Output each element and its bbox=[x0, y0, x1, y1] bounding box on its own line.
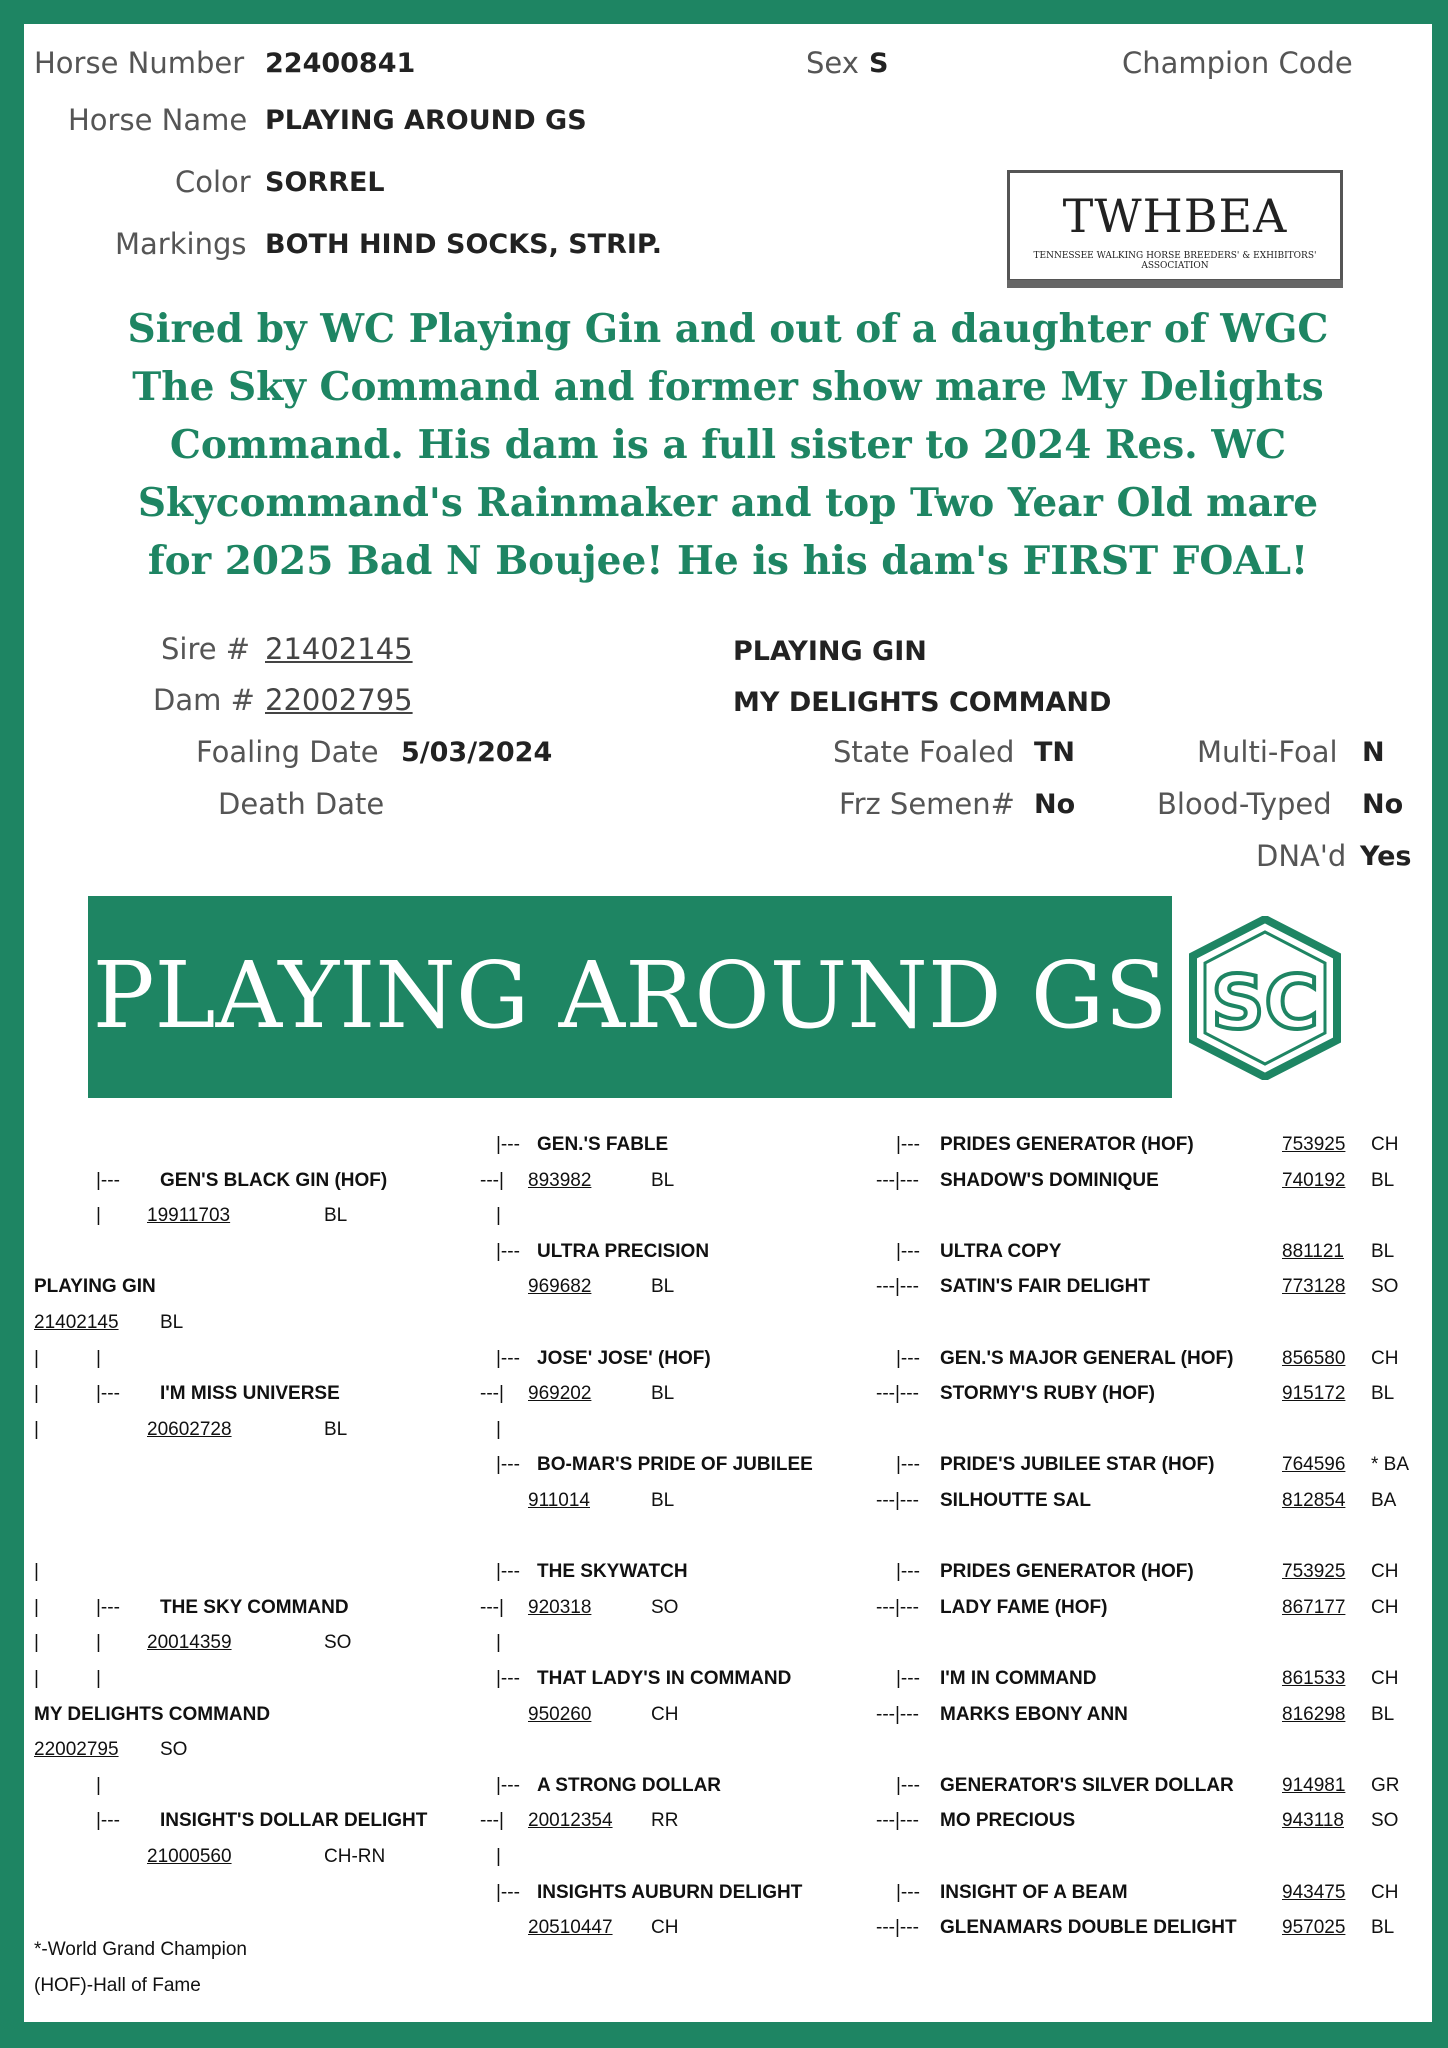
pedigree-connector: | bbox=[34, 1561, 39, 1582]
pedigree-connector: |--- bbox=[496, 1454, 520, 1475]
gen3-registration-link[interactable]: 950260 bbox=[528, 1704, 592, 1725]
gen2-registration-link[interactable]: 20602728 bbox=[147, 1419, 232, 1440]
gen1-horse-name: PLAYING GIN bbox=[34, 1276, 156, 1297]
gen2-color: BL bbox=[324, 1419, 348, 1440]
gen2-horse-name: GEN'S BLACK GIN (HOF) bbox=[160, 1170, 388, 1191]
foaling-date-value: 5/03/2024 bbox=[401, 737, 553, 768]
gen3-color: SO bbox=[651, 1597, 679, 1618]
gen4-horse-name: LADY FAME (HOF) bbox=[940, 1597, 1108, 1618]
gen3-registration-link[interactable]: 20012354 bbox=[528, 1810, 613, 1831]
horse-name-value: PLAYING AROUND GS bbox=[265, 105, 587, 136]
pedigree-connector: | bbox=[96, 1348, 101, 1369]
gen4-registration-link[interactable]: 856580 bbox=[1282, 1348, 1346, 1369]
gen4-color: BL bbox=[1371, 1383, 1395, 1404]
pedigree-connector: | bbox=[34, 1348, 39, 1369]
gen3-horse-name: JOSE' JOSE' (HOF) bbox=[537, 1348, 711, 1369]
gen3-color: CH bbox=[651, 1704, 679, 1725]
state-foaled-label: State Foaled bbox=[833, 735, 1015, 769]
gen4-registration-link[interactable]: 753925 bbox=[1282, 1561, 1346, 1582]
pedigree-connector: |--- bbox=[496, 1775, 520, 1796]
pedigree-connector: |--- bbox=[496, 1668, 520, 1689]
gen2-horse-name: I'M MISS UNIVERSE bbox=[160, 1383, 340, 1404]
pedigree-connector: ---|--- bbox=[876, 1170, 919, 1191]
logo-underline bbox=[1007, 280, 1343, 288]
gen4-registration-link[interactable]: 943118 bbox=[1282, 1810, 1344, 1831]
sire-name: PLAYING GIN bbox=[733, 636, 927, 667]
pedigree-connector: ---| bbox=[480, 1383, 504, 1404]
pedigree-connector: ---|--- bbox=[876, 1810, 919, 1831]
gen4-color: GR bbox=[1371, 1775, 1400, 1796]
pedigree-connector: | bbox=[34, 1383, 39, 1404]
gen3-horse-name: THE SKYWATCH bbox=[537, 1561, 688, 1582]
gen4-registration-link[interactable]: 773128 bbox=[1282, 1276, 1346, 1297]
gen4-registration-link[interactable]: 914981 bbox=[1282, 1775, 1346, 1796]
gen1-color: SO bbox=[160, 1739, 188, 1760]
gen4-registration-link[interactable]: 915172 bbox=[1282, 1383, 1346, 1404]
pedigree-connector: |--- bbox=[896, 1561, 920, 1582]
pedigree-connector: ---| bbox=[480, 1810, 504, 1831]
gen4-color: CH bbox=[1371, 1134, 1399, 1155]
description-line: Command. His dam is a full sister to 2024 Res. WC bbox=[169, 422, 1287, 468]
horse-number-label: Horse Number bbox=[34, 46, 245, 80]
pedigree-connector: | bbox=[96, 1775, 101, 1796]
gen4-color: CH bbox=[1371, 1561, 1399, 1582]
gen4-color: CH bbox=[1371, 1597, 1399, 1618]
horse-number-value: 22400841 bbox=[265, 48, 416, 79]
gen4-horse-name: GEN.'S MAJOR GENERAL (HOF) bbox=[940, 1348, 1234, 1369]
sire-label: Sire # bbox=[161, 632, 251, 666]
gen1-color: BL bbox=[160, 1312, 184, 1333]
gen4-color: BL bbox=[1371, 1704, 1395, 1725]
gen4-horse-name: STORMY'S RUBY (HOF) bbox=[940, 1383, 1155, 1404]
pedigree-connector: |--- bbox=[96, 1597, 120, 1618]
markings-value: BOTH HIND SOCKS, STRIP. bbox=[265, 229, 663, 260]
gen3-horse-name: A STRONG DOLLAR bbox=[537, 1775, 722, 1796]
sire-number-link[interactable]: 21402145 bbox=[265, 632, 413, 666]
logo-subtitle: TENNESSEE WALKING HORSE BREEDERS' & EXHIBITORS' ASSOCIATION bbox=[1033, 251, 1317, 271]
color-label: Color bbox=[175, 165, 251, 199]
pedigree-connector: | bbox=[34, 1632, 39, 1653]
sex-value: S bbox=[869, 48, 889, 79]
gen2-horse-name: INSIGHT'S DOLLAR DELIGHT bbox=[160, 1810, 428, 1831]
pedigree-connector: ---|--- bbox=[876, 1704, 919, 1725]
pedigree-connector: |--- bbox=[496, 1241, 520, 1262]
gen4-horse-name: MO PRECIOUS bbox=[940, 1810, 1076, 1831]
gen3-registration-link[interactable]: 969682 bbox=[528, 1276, 592, 1297]
gen3-color: CH bbox=[651, 1917, 679, 1938]
gen3-color: BL bbox=[651, 1170, 675, 1191]
pedigree-connector: ---|--- bbox=[876, 1597, 919, 1618]
pedigree-connector: | bbox=[96, 1668, 101, 1689]
gen2-color: SO bbox=[324, 1632, 352, 1653]
gen3-color: BL bbox=[651, 1276, 675, 1297]
pedigree-connector: |--- bbox=[496, 1882, 520, 1903]
pedigree-connector: ---|--- bbox=[876, 1383, 919, 1404]
gen4-horse-name: ULTRA COPY bbox=[940, 1241, 1062, 1262]
logo-wordmark: TWHBEA bbox=[1062, 189, 1288, 243]
death-date-label: Death Date bbox=[218, 787, 385, 821]
pedigree-connector: |--- bbox=[896, 1668, 920, 1689]
registration-card bbox=[24, 24, 1432, 2022]
dam-label: Dam # bbox=[153, 683, 255, 717]
pedigree-connector: | bbox=[34, 1668, 39, 1689]
gen3-registration-link[interactable]: 920318 bbox=[528, 1597, 592, 1618]
gen4-horse-name: GENERATOR'S SILVER DOLLAR bbox=[940, 1775, 1234, 1796]
description-line: The Sky Command and former show mare My Delights bbox=[132, 364, 1324, 410]
gen4-registration-link[interactable]: 867177 bbox=[1282, 1597, 1346, 1618]
sc-logo-icon bbox=[1187, 916, 1343, 1080]
sex-label: Sex bbox=[806, 46, 859, 80]
blood-typed-value: No bbox=[1362, 789, 1404, 820]
gen4-horse-name: MARKS EBONY ANN bbox=[940, 1704, 1128, 1725]
description-line: for 2025 Bad N Boujee! He is his dam's FIRST FOAL! bbox=[147, 538, 1309, 584]
gen4-color: CH bbox=[1371, 1348, 1399, 1369]
color-value: SORREL bbox=[265, 167, 385, 198]
pedigree-connector: |--- bbox=[896, 1134, 920, 1155]
gen4-horse-name: SILHOUTTE SAL bbox=[940, 1490, 1091, 1511]
gen4-registration-link[interactable]: 881121 bbox=[1282, 1241, 1344, 1262]
gen3-color: BL bbox=[651, 1490, 675, 1511]
dnad-label: DNA'd bbox=[1256, 839, 1347, 873]
pedigree-connector: |--- bbox=[96, 1383, 120, 1404]
pedigree-connector: | bbox=[496, 1846, 501, 1867]
pedigree-connector: |--- bbox=[896, 1882, 920, 1903]
gen4-registration-link[interactable]: 957025 bbox=[1282, 1917, 1346, 1938]
pedigree-connector: |--- bbox=[896, 1454, 920, 1475]
gen4-color: CH bbox=[1371, 1882, 1399, 1903]
pedigree-connector: |--- bbox=[896, 1348, 920, 1369]
pedigree-connector: |--- bbox=[496, 1348, 520, 1369]
legend-hof: (HOF)-Hall of Fame bbox=[34, 1975, 201, 1996]
gen4-horse-name: INSIGHT OF A BEAM bbox=[940, 1882, 1128, 1903]
gen3-horse-name: ULTRA PRECISION bbox=[537, 1241, 710, 1262]
pedigree-connector: | bbox=[496, 1205, 501, 1226]
pedigree-connector: | bbox=[496, 1419, 501, 1440]
pedigree-connector: ---|--- bbox=[876, 1276, 919, 1297]
pedigree-connector: | bbox=[34, 1597, 39, 1618]
state-foaled-value: TN bbox=[1034, 737, 1076, 768]
description-line: Skycommand's Rainmaker and top Two Year Old mare bbox=[137, 480, 1319, 526]
multi-foal-value: N bbox=[1362, 737, 1385, 768]
sc-mark-text: SC bbox=[1211, 960, 1319, 1046]
gen3-horse-name: INSIGHTS AUBURN DELIGHT bbox=[537, 1882, 803, 1903]
gen3-registration-link[interactable]: 911014 bbox=[528, 1490, 590, 1511]
pedigree-connector: |--- bbox=[96, 1170, 120, 1191]
gen2-color: CH-RN bbox=[324, 1846, 386, 1867]
horse-name-label: Horse Name bbox=[68, 103, 248, 137]
pedigree-connector: | bbox=[96, 1205, 101, 1226]
pedigree-connector: |--- bbox=[496, 1561, 520, 1582]
gen4-horse-name: PRIDE'S JUBILEE STAR (HOF) bbox=[940, 1454, 1215, 1475]
gen3-color: RR bbox=[651, 1810, 679, 1831]
frz-semen-value: No bbox=[1034, 789, 1076, 820]
twhbea-logo bbox=[1007, 170, 1343, 282]
gen4-registration-link[interactable]: 943475 bbox=[1282, 1882, 1346, 1903]
gen3-horse-name: BO-MAR'S PRIDE OF JUBILEE bbox=[537, 1454, 813, 1475]
gen2-registration-link[interactable]: 20014359 bbox=[147, 1632, 232, 1653]
gen3-horse-name: THAT LADY'S IN COMMAND bbox=[537, 1668, 792, 1689]
gen4-horse-name: GLENAMARS DOUBLE DELIGHT bbox=[940, 1917, 1237, 1938]
gen2-horse-name: THE SKY COMMAND bbox=[160, 1597, 349, 1618]
gen1-registration-link[interactable]: 21402145 bbox=[34, 1312, 119, 1333]
gen2-color: BL bbox=[324, 1205, 348, 1226]
pedigree-connector: ---|--- bbox=[876, 1490, 919, 1511]
pedigree-connector: |--- bbox=[896, 1241, 920, 1262]
gen3-horse-name: GEN.'S FABLE bbox=[537, 1134, 669, 1155]
gen4-registration-link[interactable]: 740192 bbox=[1282, 1170, 1346, 1191]
gen4-color: BL bbox=[1371, 1917, 1395, 1938]
gen3-registration-link[interactable]: 893982 bbox=[528, 1170, 592, 1191]
pedigree-connector: ---| bbox=[480, 1170, 504, 1191]
gen1-horse-name: MY DELIGHTS COMMAND bbox=[34, 1704, 271, 1725]
champion-code-label: Champion Code bbox=[1122, 46, 1353, 80]
gen4-color: SO bbox=[1371, 1810, 1399, 1831]
pedigree-connector: |--- bbox=[896, 1775, 920, 1796]
gen4-color: BA bbox=[1371, 1490, 1397, 1511]
gen4-color: BL bbox=[1371, 1170, 1395, 1191]
foaling-date-label: Foaling Date bbox=[196, 735, 379, 769]
pedigree-connector: | bbox=[496, 1632, 501, 1653]
gen4-registration-link[interactable]: 816298 bbox=[1282, 1704, 1346, 1725]
dnad-value: Yes bbox=[1360, 841, 1412, 872]
dam-number-link[interactable]: 22002795 bbox=[265, 683, 413, 717]
banner-title: PLAYING AROUND GS bbox=[92, 942, 1168, 1049]
gen4-horse-name: SATIN'S FAIR DELIGHT bbox=[940, 1276, 1151, 1297]
description-line: Sired by WC Playing Gin and out of a daughter of WGC bbox=[127, 306, 1329, 352]
name-banner bbox=[88, 896, 1172, 1098]
markings-label: Markings bbox=[115, 227, 247, 261]
gen4-color: * BA bbox=[1371, 1454, 1410, 1475]
legend-wgc: *-World Grand Champion bbox=[34, 1939, 247, 1960]
blood-typed-label: Blood-Typed bbox=[1157, 787, 1332, 821]
pedigree-connector: | bbox=[96, 1632, 101, 1653]
dam-name: MY DELIGHTS COMMAND bbox=[733, 687, 1112, 718]
description bbox=[44, 300, 1412, 590]
gen4-horse-name: SHADOW'S DOMINIQUE bbox=[940, 1170, 1159, 1191]
pedigree-connector: ---| bbox=[480, 1597, 504, 1618]
gen3-color: BL bbox=[651, 1383, 675, 1404]
gen4-registration-link[interactable]: 753925 bbox=[1282, 1134, 1346, 1155]
gen3-registration-link[interactable]: 20510447 bbox=[528, 1917, 613, 1938]
gen4-color: CH bbox=[1371, 1668, 1399, 1689]
gen4-horse-name: I'M IN COMMAND bbox=[940, 1668, 1097, 1689]
gen4-color: SO bbox=[1371, 1276, 1399, 1297]
gen4-registration-link[interactable]: 764596 bbox=[1282, 1454, 1346, 1475]
pedigree-connector: |--- bbox=[496, 1134, 520, 1155]
gen2-registration-link[interactable]: 19911703 bbox=[147, 1205, 231, 1226]
pedigree-connector: |--- bbox=[96, 1810, 120, 1831]
gen4-horse-name: PRIDES GENERATOR (HOF) bbox=[940, 1134, 1194, 1155]
gen1-registration-link[interactable]: 22002795 bbox=[34, 1739, 119, 1760]
multi-foal-label: Multi-Foal bbox=[1197, 735, 1338, 769]
pedigree-connector: ---|--- bbox=[876, 1917, 919, 1938]
gen4-registration-link[interactable]: 812854 bbox=[1282, 1490, 1346, 1511]
gen2-registration-link[interactable]: 21000560 bbox=[147, 1846, 232, 1867]
gen3-registration-link[interactable]: 969202 bbox=[528, 1383, 592, 1404]
pedigree-connector: | bbox=[34, 1419, 39, 1440]
gen4-horse-name: PRIDES GENERATOR (HOF) bbox=[940, 1561, 1194, 1582]
gen4-color: BL bbox=[1371, 1241, 1395, 1262]
gen4-registration-link[interactable]: 861533 bbox=[1282, 1668, 1346, 1689]
frz-semen-label: Frz Semen# bbox=[839, 787, 1015, 821]
